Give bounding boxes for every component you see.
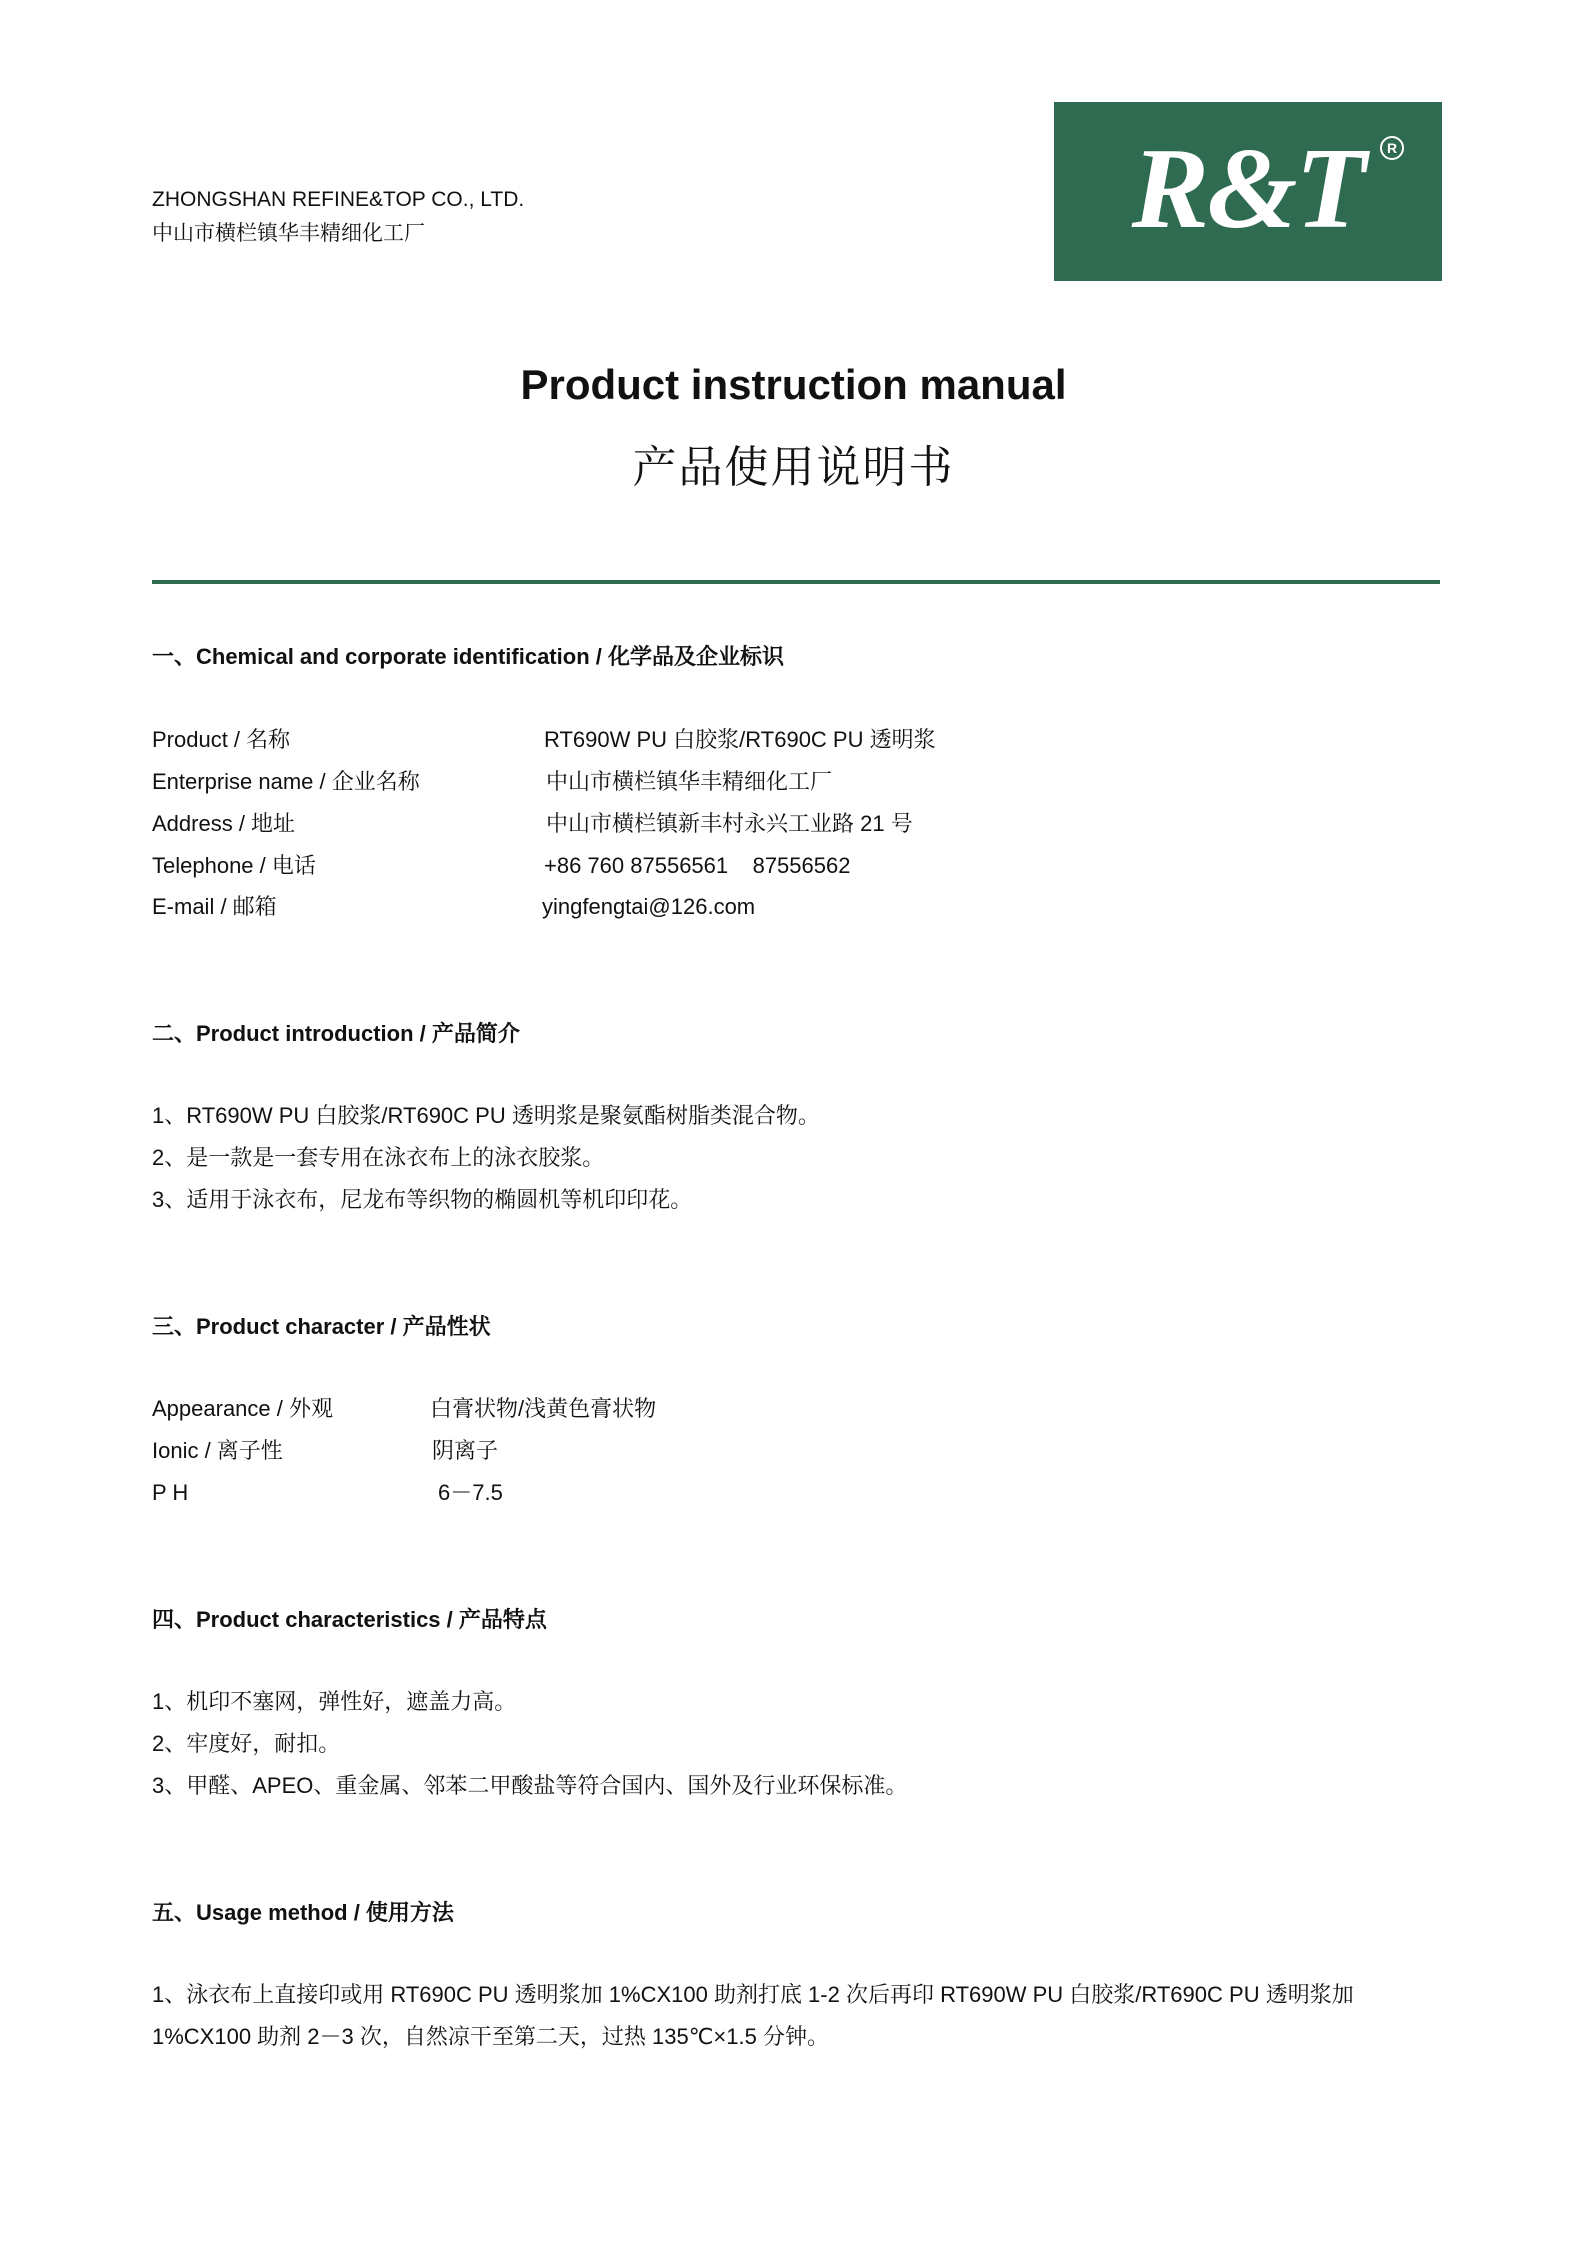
- company-name-en: ZHONGSHAN REFINE&TOP CO., LTD.: [152, 188, 525, 211]
- property-label: P H: [152, 1480, 189, 1505]
- section-heading-identification: 一、Chemical and corporate identification / 化学品及企业标识: [152, 644, 784, 669]
- section-heading-usage: 五、Usage method / 使用方法: [152, 1900, 454, 1925]
- section-heading-characteristics: 四、Product characteristics / 产品特点: [152, 1607, 547, 1632]
- property-label: Ionic / 离子性: [152, 1438, 283, 1463]
- usage-paragraph: 1、泳衣布上直接印或用 RT690C PU 透明浆加 1%CX100 助剂打底 1-2 次后再印 RT690W PU 白胶浆/RT690C PU 透明浆加 1%CX100 助剂 2－3 次，自然凉干至第二天，过热 135℃×1.5 分钟。: [152, 1982, 1354, 2049]
- property-label: Appearance / 外观: [152, 1396, 333, 1421]
- section-heading-character: 三、Product character / 产品性状: [152, 1314, 491, 1339]
- property-value: 6－7.5: [438, 1480, 503, 1505]
- list-item: 3、适用于泳衣布，尼龙布等织物的椭圆机等机印印花。: [152, 1187, 693, 1212]
- company-name-zh: 中山市横栏镇华丰精细化工厂: [152, 222, 425, 245]
- document-title-zh: 产品使用说明书: [632, 442, 955, 493]
- info-label: E-mail / 邮箱: [152, 894, 277, 919]
- title-divider: [152, 580, 1440, 584]
- info-label: Telephone / 电话: [152, 853, 316, 878]
- list-item: 3、甲醛、APEO、重金属、邻苯二甲酸盐等符合国内、国外及行业环保标准。: [152, 1773, 908, 1798]
- info-label: Product / 名称: [152, 727, 291, 752]
- list-item: 2、是一款是一套专用在泳衣布上的泳衣胶浆。: [152, 1145, 605, 1170]
- info-label: Address / 地址: [152, 811, 296, 836]
- document-title-en: Product instruction manual: [520, 361, 1067, 408]
- list-item: 2、牢度好，耐扣。: [152, 1731, 341, 1756]
- list-item: 1、机印不塞网，弹性好，遮盖力高。: [152, 1689, 517, 1714]
- info-value: yingfengtai@126.com: [542, 894, 756, 919]
- info-value: 中山市横栏镇华丰精细化工厂: [546, 769, 833, 794]
- brand-logo: [1054, 102, 1442, 281]
- logo-text: R&T: [1131, 125, 1365, 253]
- company-block: [152, 183, 524, 251]
- property-value: 阴离子: [432, 1438, 499, 1463]
- section-heading-introduction: 二、Product introduction / 产品简介: [152, 1021, 520, 1046]
- list-item: 1、RT690W PU 白胶浆/RT690C PU 透明浆是聚氨酯树脂类混合物。: [152, 1103, 820, 1128]
- info-value: +86 760 87556561 87556562: [544, 853, 851, 878]
- info-value: RT690W PU 白胶浆/RT690C PU 透明浆: [544, 727, 936, 752]
- property-value: 白膏状物/浅黄色膏状物: [430, 1396, 657, 1421]
- info-value: 中山市横栏镇新丰村永兴工业路 21 号: [546, 811, 913, 836]
- info-label: Enterprise name / 企业名称: [152, 769, 420, 794]
- registered-mark-icon: R: [1380, 136, 1404, 160]
